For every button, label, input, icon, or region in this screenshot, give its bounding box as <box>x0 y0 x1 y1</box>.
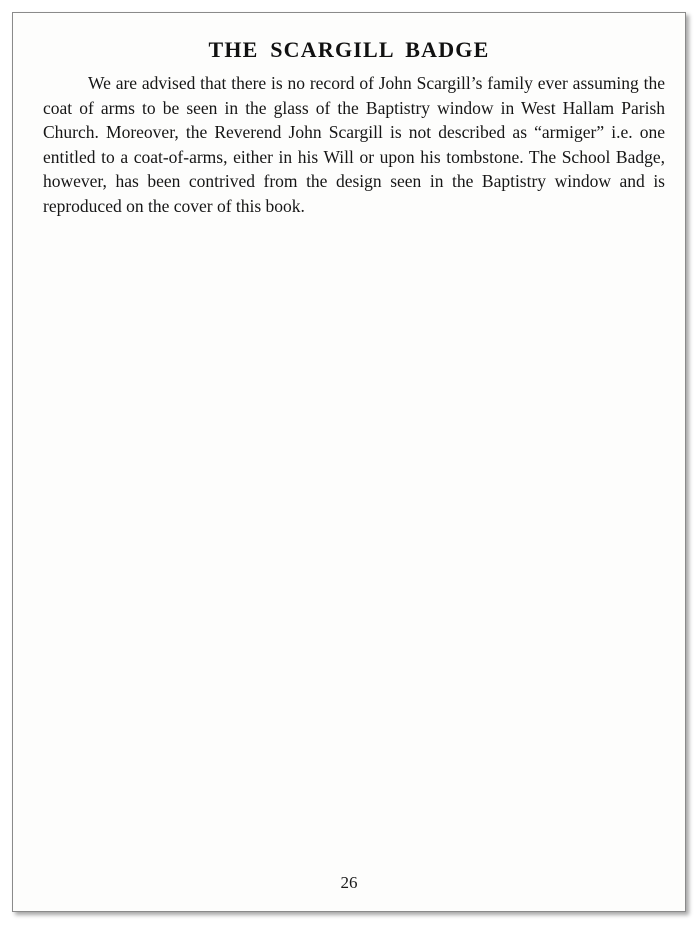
body-paragraph: We are advised that there is no record of John Scargill’s family ever assuming the coat of arms to be seen in the glass of the Baptistry window in West Hallam Parish Church. Moreover, the Reverend John Scargill is not described as “armiger” i.e. one entitled to a coat-of-arms, either in his Will or upon his tombstone. The School Badge, however, has been contrived from the design seen in the Baptistry window and is reproduced on the cover of this book. <box>43 73 665 216</box>
page-title: THE SCARGILL BADGE <box>208 37 490 62</box>
page-number: 26 <box>340 873 358 892</box>
book-page <box>12 12 686 912</box>
